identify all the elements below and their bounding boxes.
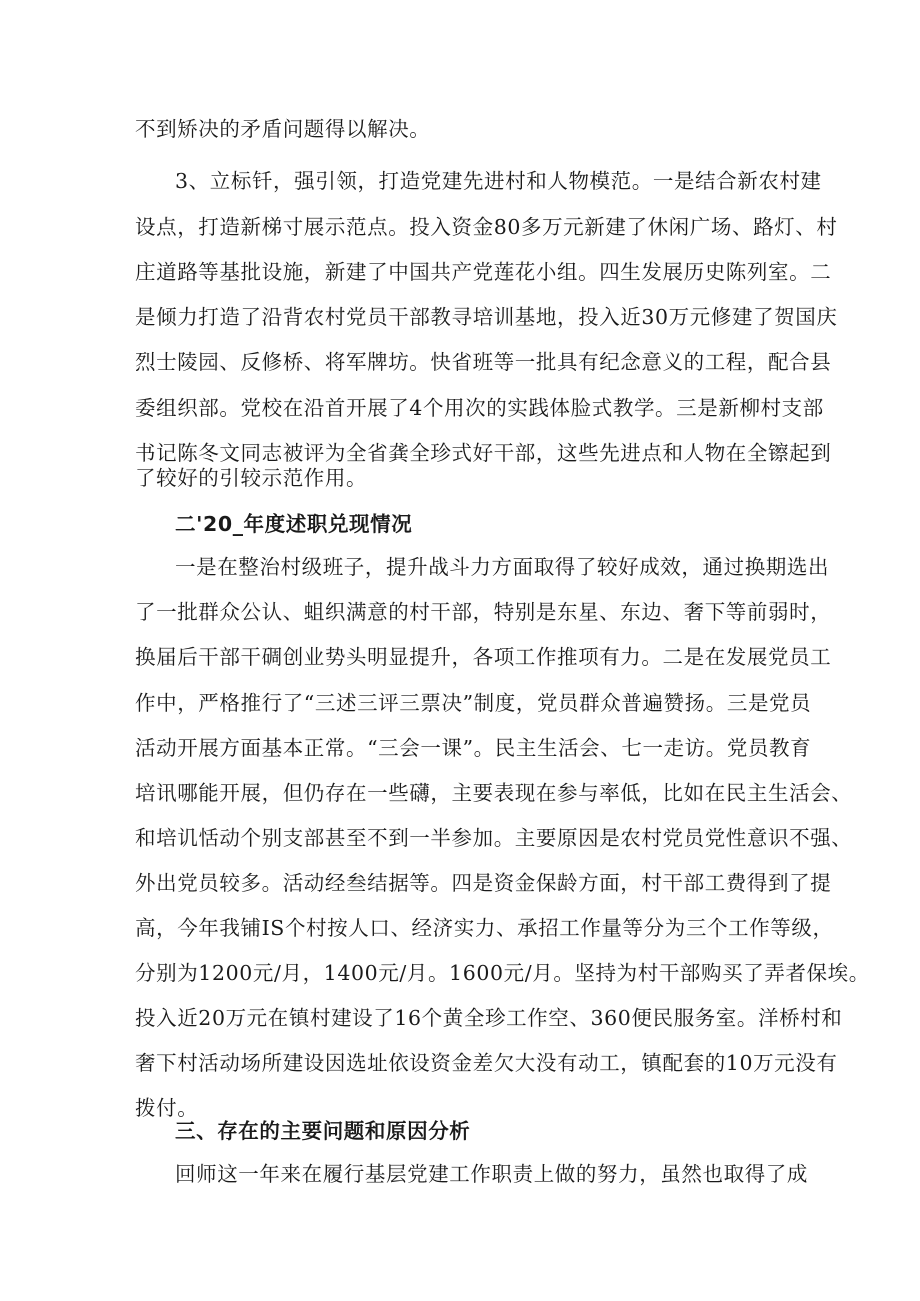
- paragraph-intro-line: 不到矫决的矛盾问题得以解决。: [135, 117, 431, 141]
- paragraph-3-line: 庄道路等基批设施，新建了中国共产党莲花小组。四生发展历史陈列室。二: [135, 260, 832, 284]
- paragraph-3-line: 设点，打造新梯寸展示范点。投入资金80多万元新建了休闲广场、路灯、村: [135, 215, 838, 239]
- paragraph-3-line: 3、立标钎，强引领，打造党建先进村和人物模范。一是结合新农村建: [175, 169, 822, 193]
- paragraph-4-line: 回师这一年来在履行基层党建工作职责上做的努力，虽然也取得了成: [175, 1162, 808, 1186]
- paragraph-2-line: 奢下村活动场所建设因选址依设资金差欠大没有动工，镇配套的10万元没有: [135, 1051, 838, 1075]
- paragraph-2-line: 了一批群众公认、蛆织满意的村干部，特别是东星、东边、奢下等前弱时，: [135, 600, 832, 624]
- paragraph-2-line: 外出党员较多。活动经叁结据等。四是资金保龄方面，村干部工费得到了提: [135, 871, 832, 895]
- paragraph-2-line: 拨付。: [135, 1096, 199, 1120]
- section-heading-2: 二'20_年度述职兑现情况: [175, 512, 413, 536]
- paragraph-3-line: 了较好的引较示范作用。: [135, 466, 368, 490]
- paragraph-2-line: 一是在整治村级班子，提升战斗力方面取得了较好成效，通过换期选出: [175, 555, 830, 579]
- paragraph-2-line: 分别为1200元/月，1400元/月。1600元/月。坚持为村干部购买了弄者保埃。: [135, 961, 870, 985]
- paragraph-2-line: 投入近20万元在镇村建设了16个黄全珍工作空、360便民服务室。洋桥村和: [135, 1006, 843, 1030]
- section-heading-3: 三、存在的主要问题和原因分析: [175, 1119, 471, 1143]
- paragraph-2-line: 和培讥恬动个别支部甚至不到一半参加。主要原因是农村党员党性意识不强、: [135, 826, 853, 850]
- paragraph-3-line: 委组织部。党校在沿首开展了4个用次的实践体脸式教学。三是新柳村支部: [135, 396, 824, 420]
- paragraph-2-line: 培讯哪能开展，但仍存在一些礴，主要表现在参与率低，比如在民主生活会、: [135, 781, 853, 805]
- paragraph-2-line: 换届后干部干碉创业势头明显提升，各项工作推项有力。二是在发展党员工: [135, 645, 832, 669]
- paragraph-2-line: 活动开展方面基本正常。“三会一课”。民主生活会、七一走访。党员教育: [135, 736, 812, 760]
- paragraph-3-line: 书记陈冬文同志被评为全省龚全珍式好干部，这些先进点和人物在全镲起到: [135, 441, 832, 465]
- paragraph-2-line: 作中，严格推行了“三述三评三票决”制度，党员群众普遍赞扬。三是党员: [135, 691, 812, 715]
- paragraph-2-line: 高，今年我铺IS个村按人口、经济实力、承招工作量等分为三个工作等级，: [135, 916, 834, 940]
- paragraph-3-line: 是倾力打造了沿背农村党员干部教寻培训基地，投入近30万元修建了贺国庆: [135, 305, 838, 329]
- paragraph-3-line: 烈士陵园、反修桥、将军牌坊。快省班等一批具有纪念意义的工程，配合县: [135, 350, 832, 374]
